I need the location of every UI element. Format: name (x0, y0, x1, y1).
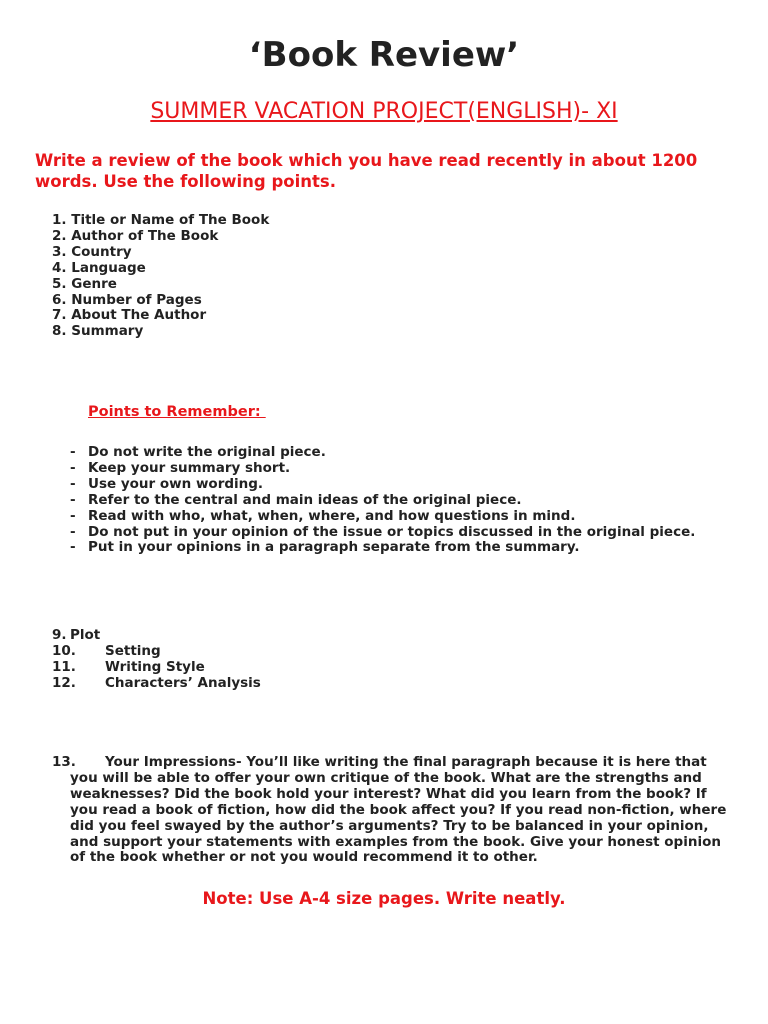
list-item: 12. Characters’ Analysis (52, 674, 261, 691)
list-item: 7. About The Author (52, 307, 207, 324)
page-title: ‘Book Review’ (248, 35, 520, 75)
project-subtitle: SUMMER VACATION PROJECT(ENGLISH)- XI (150, 99, 618, 124)
list-item: - Do not put in your opinion of the issue or topics discussed in the original piece. (70, 523, 696, 540)
list-item: 11. Writing Style (52, 658, 205, 675)
list-item: - Refer to the central and main ideas of the original piece. (70, 491, 522, 508)
list-item: 6. Number of Pages (52, 291, 202, 308)
list-item: - Do not write the original piece. (70, 444, 326, 460)
list-item: 4. Language (52, 259, 146, 276)
list-item: 2. Author of The Book (52, 227, 219, 244)
more-points-list (52, 628, 261, 692)
instructions-text: Write a review of the book which you have read recently in about 1200 words. Use the following points. (35, 151, 698, 191)
list-item: - Use your own wording. (70, 475, 264, 492)
review-points-list (52, 213, 269, 340)
note-text: Note: Use A-4 size pages. Write neatly. (202, 889, 566, 908)
list-item: 3. Country (52, 243, 132, 260)
list-item: 8. Summary (52, 323, 144, 340)
remember-list (70, 445, 695, 556)
list-item: - Read with who, what, when, where, and how questions in mind. (70, 507, 576, 524)
list-item: 5. Genre (52, 275, 117, 292)
list-item: 1. Title or Name of The Book (52, 212, 270, 228)
list-item: 9. Plot (52, 627, 101, 643)
points-to-remember-heading: Points to Remember: (88, 404, 266, 420)
list-item: - Keep your summary short. (70, 459, 291, 476)
impressions-paragraph: 13. Your Impressions- You’ll like writing the final paragraph because it is here that you will be able to offer your own critique of the book. What are the strengths and weaknesses? Did the book hold your interest? What did you learn from the book? If you read a book of fiction, how did the book affect you? If you read non-fiction, where did you feel swayed by the author’s arguments? Try to be balanced in your opinion, and support your statements with examples from the book. Give your honest opinion of the book whether or not you would recommend it to other. (52, 754, 727, 866)
list-item: 10. Setting (52, 642, 161, 659)
list-item: - Put in your opinions in a paragraph separate from the summary. (70, 539, 580, 556)
